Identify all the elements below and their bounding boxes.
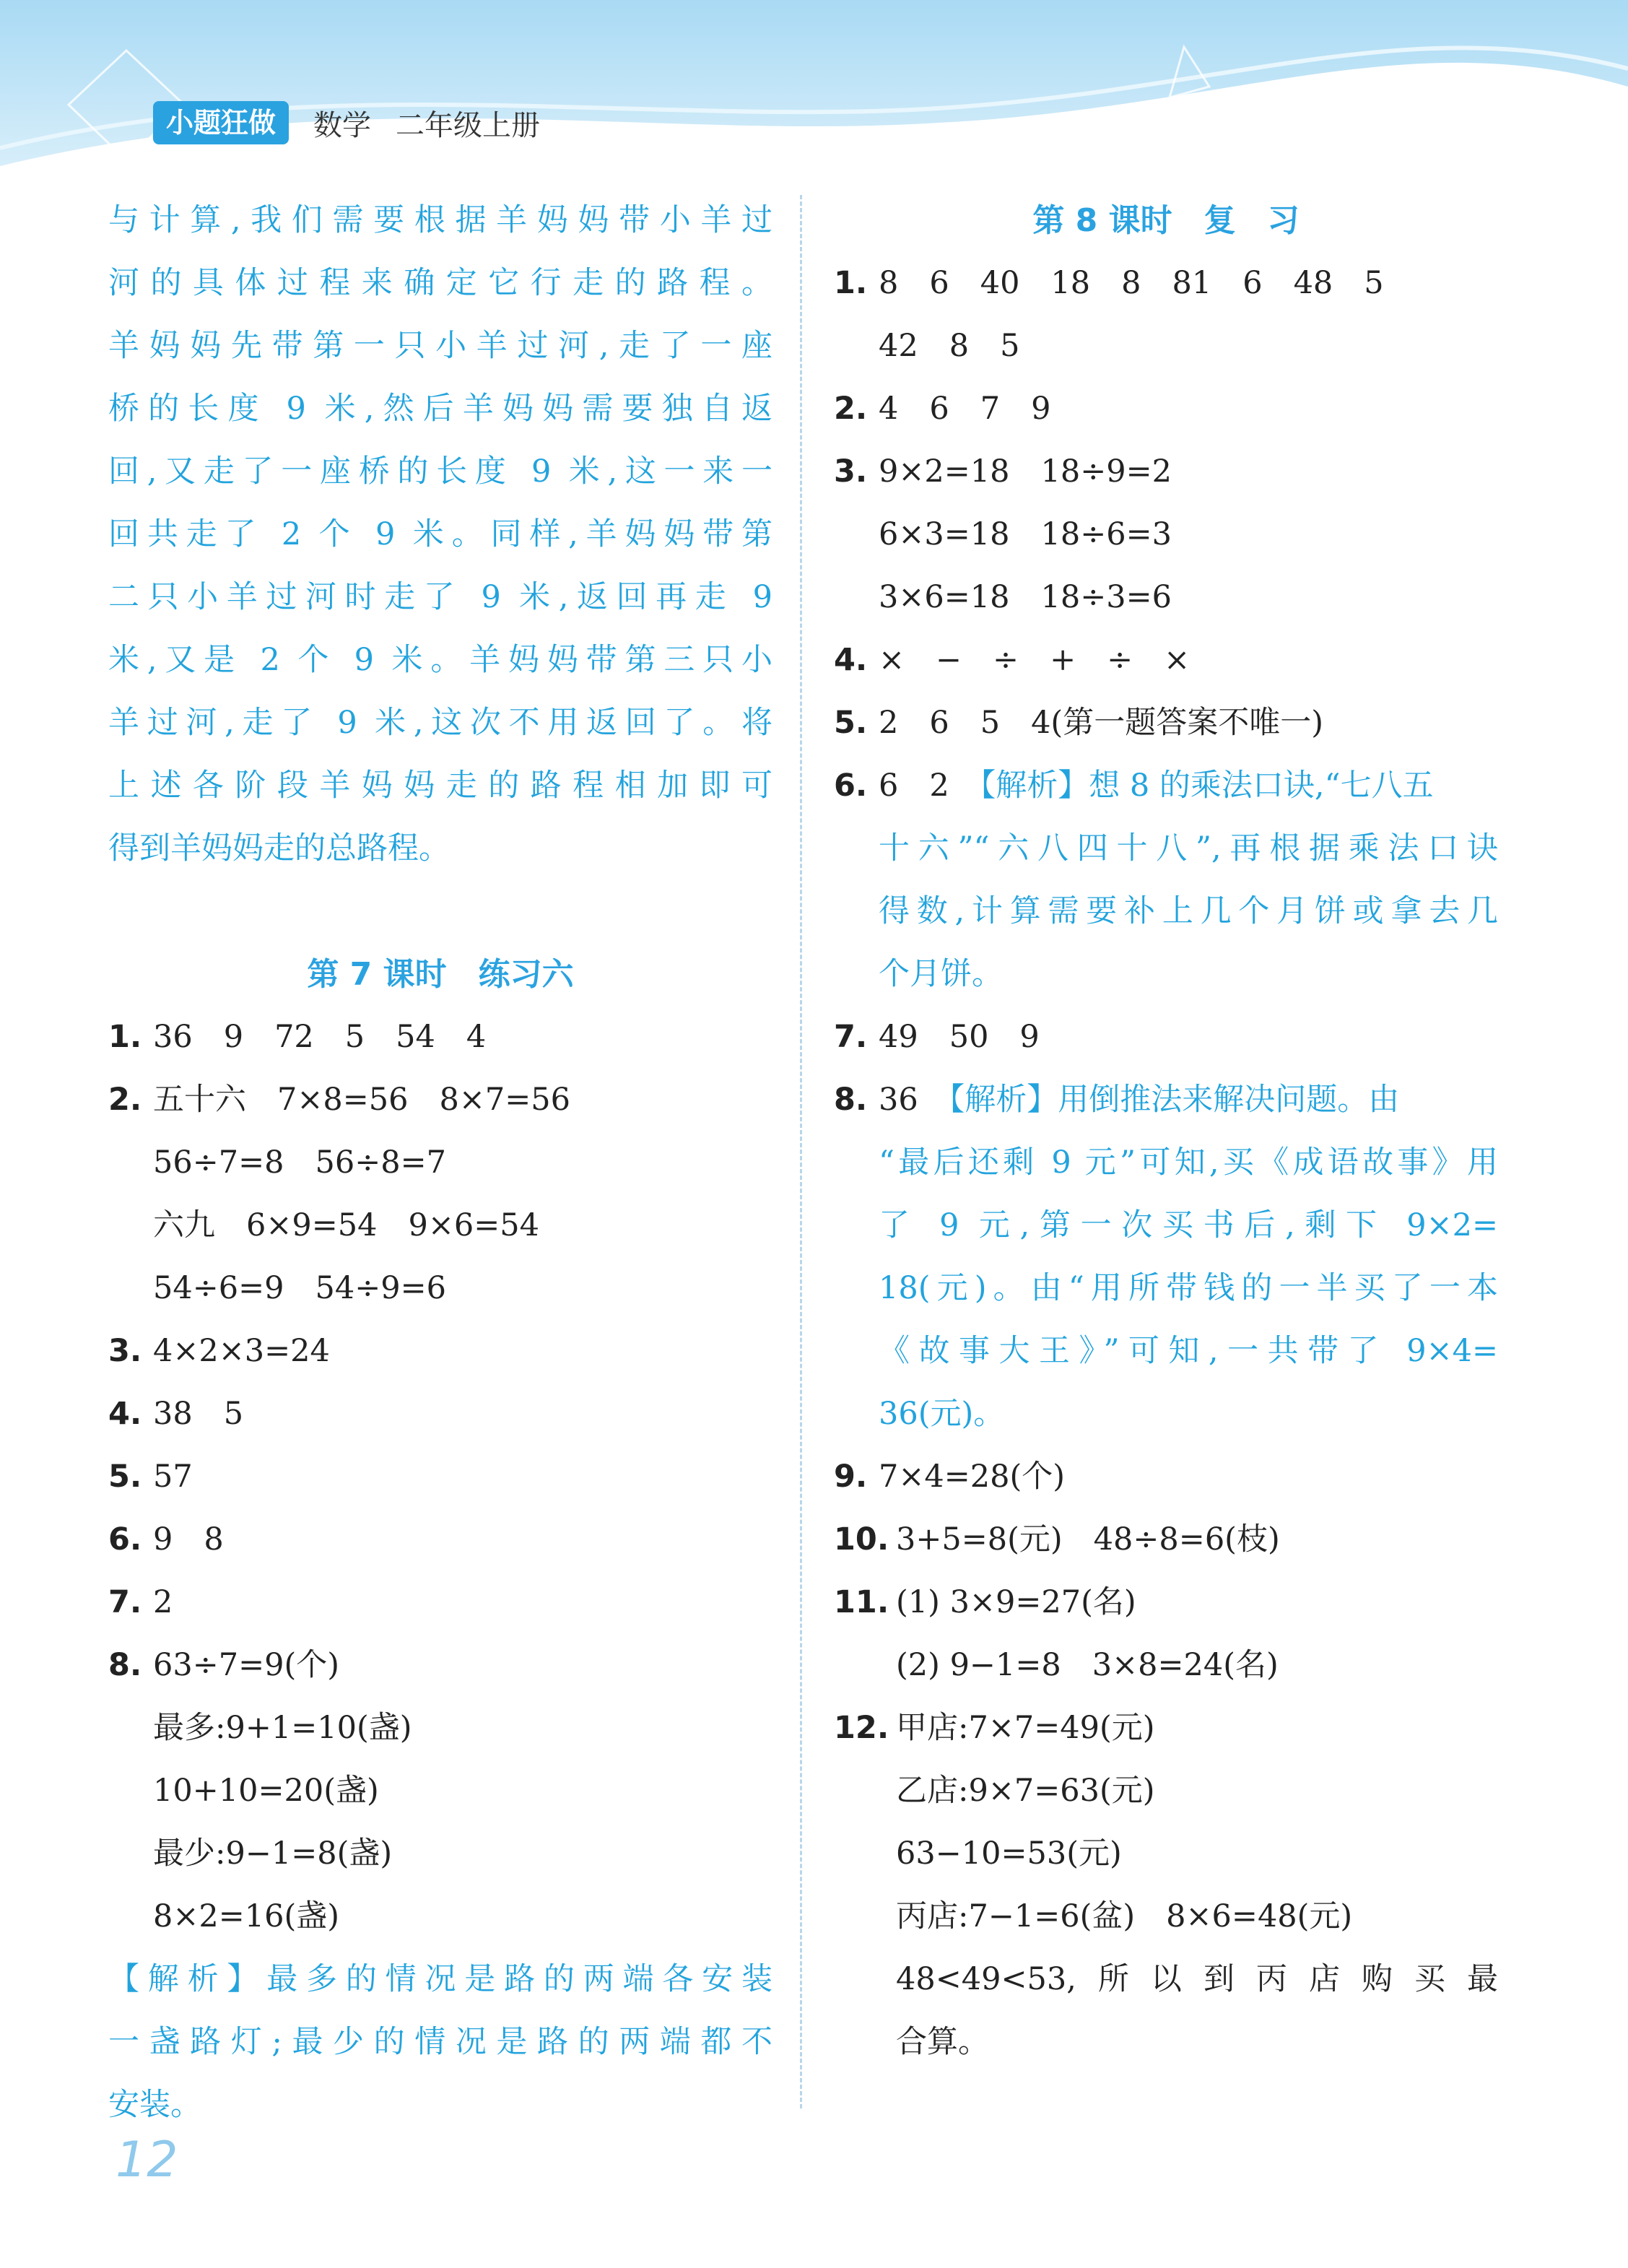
analysis-line: 二只小羊过河时走了 9 米,返回再走 9	[108, 579, 772, 615]
answer-text: 2	[153, 1584, 173, 1620]
answer-text: 4×2×3=24	[153, 1333, 330, 1369]
header	[153, 101, 540, 144]
answer-text: 57	[153, 1459, 193, 1495]
answer-text: 甲店:7×7=49(元)	[896, 1710, 1155, 1746]
analysis-line: 羊妈妈先带第一只小羊过河,走了一座	[108, 328, 772, 364]
answer-item-11	[834, 1571, 1498, 1634]
analysis-line: 桥的长度 9 米,然后羊妈妈需要独自返	[108, 391, 772, 427]
analysis-line: 得到羊妈妈走的总路程。	[108, 830, 450, 866]
answer-item-4	[834, 629, 1498, 692]
answer-line: 合算。	[896, 2024, 989, 2060]
analysis-line: 个月饼。	[879, 956, 1003, 992]
analysis-line: 《故事大王》”可知,一共带了 9×4=	[879, 1333, 1498, 1369]
answer-item-7	[108, 1571, 772, 1634]
answer-item-1	[834, 252, 1498, 315]
analysis-line: 【解析】最多的情况是路的两端各安装	[108, 1961, 772, 1997]
answer-line: 最多:9+1=10(盏)	[153, 1710, 412, 1746]
answer-text: 7×4=28(个)	[879, 1459, 1066, 1495]
answer-text: 6 2	[879, 768, 980, 804]
answer-line: 六九 6×9=54 9×6=54	[153, 1207, 539, 1243]
answer-text: 3+5=8(元) 48÷8=6(枝)	[896, 1521, 1280, 1557]
analysis-line: 与计算,我们需要根据羊妈妈带小羊过	[108, 202, 772, 238]
answer-line: 乙店:9×7=63(元)	[896, 1773, 1155, 1809]
item-number: 7.	[108, 1584, 142, 1620]
answer-item-6	[834, 755, 1498, 817]
section-title-lesson-8: 第 8 课时 复 习	[1032, 202, 1300, 239]
item-number: 2.	[834, 391, 868, 427]
item-number: 4.	[108, 1396, 142, 1432]
answer-line: (2) 9−1=8 3×8=24(名)	[896, 1647, 1279, 1683]
item-number: 3.	[108, 1333, 142, 1369]
answer-text: 49 50 9	[879, 1019, 1040, 1055]
answer-text: 63÷7=9(个)	[153, 1647, 340, 1683]
left-column	[108, 189, 772, 2137]
answer-line: 丙店:7−1=6(盆) 8×6=48(元)	[896, 1898, 1353, 1934]
grade-label: 二年级上册	[396, 108, 541, 142]
answer-text: × − ÷ + ÷ ×	[879, 642, 1190, 678]
answer-line: 56÷7=8 56÷8=7	[153, 1144, 446, 1181]
answer-item-8	[834, 1069, 1498, 1131]
series-badge: 小题狂做	[153, 101, 289, 144]
answer-item-1	[108, 1006, 772, 1069]
item-number: 6.	[108, 1521, 142, 1557]
answer-item-12	[834, 1697, 1498, 1760]
answer-item-3	[834, 440, 1498, 503]
page-number: 12	[116, 2132, 178, 2189]
answer-item-2	[108, 1069, 772, 1131]
answer-line: 6×3=18 18÷6=3	[879, 516, 1172, 552]
answer-text: 五十六 7×8=56 8×7=56	[153, 1082, 570, 1118]
column-divider	[800, 195, 802, 2108]
analysis-line: 了 9 元,第一次买书后,剩下 9×2=	[879, 1207, 1498, 1243]
analysis-line: “最后还剩 9 元”可知,买《成语故事》用	[879, 1144, 1498, 1181]
item-number: 8.	[108, 1647, 142, 1683]
spacer	[108, 880, 772, 943]
right-column	[834, 189, 1498, 2074]
answer-line: 63−10=53(元)	[896, 1835, 1122, 1872]
item-number: 5.	[108, 1459, 142, 1495]
answer-text: 9×2=18 18÷9=2	[879, 453, 1172, 490]
answer-item-8	[108, 1634, 772, 1697]
subject-label: 数学	[313, 108, 372, 142]
answer-line: 10+10=20(盏)	[153, 1773, 379, 1809]
answer-item-10	[834, 1508, 1498, 1571]
analysis-text: 【解析】用倒推法来解决问题。由	[949, 1082, 1400, 1118]
item-number: 3.	[834, 453, 868, 490]
item-number: 12.	[834, 1710, 889, 1746]
analysis-line: 羊过河,走了 9 米,这次不用返回了。将	[108, 705, 772, 741]
answer-line: 48<49<53,所以到丙店购买最	[896, 1961, 1498, 1997]
analysis-line: 18(元)。由“用所带钱的一半买了一本	[879, 1270, 1498, 1306]
section-title-lesson-7: 第 7 课时 练习六	[307, 956, 574, 993]
analysis-line: 回共走了 2 个 9 米。同样,羊妈妈带第	[108, 516, 772, 552]
analysis-line: 一盏路灯;最少的情况是路的两端都不	[108, 2024, 772, 2060]
answer-text: 38 5	[153, 1396, 244, 1432]
analysis-text: 【解析】想 8 的乘法口诀,“七八五	[980, 768, 1434, 804]
answer-item-9	[834, 1446, 1498, 1508]
answer-text: 9 8	[153, 1521, 224, 1557]
answer-text: 2 6 5 4(第一题答案不唯一)	[879, 705, 1323, 741]
analysis-line: 36(元)。	[879, 1396, 1005, 1432]
item-number: 2.	[108, 1082, 142, 1118]
answer-line: 54÷6=9 54÷9=6	[153, 1270, 446, 1306]
item-number: 6.	[834, 768, 868, 804]
answer-text: 4 6 7 9	[879, 391, 1051, 427]
item-number: 10.	[834, 1521, 889, 1557]
analysis-line: 米,又是 2 个 9 米。羊妈妈带第三只小	[108, 642, 772, 678]
answer-line: 42 8 5	[879, 328, 1020, 364]
answer-text: (1) 3×9=27(名)	[896, 1584, 1136, 1620]
answer-item-4	[108, 1383, 772, 1446]
answer-item-5	[834, 692, 1498, 755]
answer-text: 36	[879, 1082, 949, 1118]
item-number: 5.	[834, 705, 868, 741]
answer-line: 最少:9−1=8(盏)	[153, 1835, 393, 1872]
answer-item-2	[834, 378, 1498, 440]
analysis-line: 得数,计算需要补上几个月饼或拿去几	[879, 893, 1498, 929]
item-number: 4.	[834, 642, 868, 678]
item-number: 7.	[834, 1019, 868, 1055]
analysis-line: 安装。	[108, 2087, 201, 2123]
answer-line: 8×2=16(盏)	[153, 1898, 340, 1934]
analysis-line: 十六”“六八四十八”,再根据乘法口诀	[879, 830, 1498, 866]
analysis-line: 上述各阶段羊妈妈走的路程相加即可	[108, 768, 772, 804]
answer-text: 36 9 72 5 54 4	[153, 1019, 487, 1055]
answer-item-5	[108, 1446, 772, 1508]
answer-item-7	[834, 1006, 1498, 1069]
item-number: 1.	[834, 265, 868, 301]
answer-text: 8 6 40 18 8 81 6 48 5	[879, 265, 1384, 301]
answer-item-3	[108, 1320, 772, 1383]
analysis-line: 河的具体过程来确定它行走的路程。	[108, 265, 772, 301]
item-number: 11.	[834, 1584, 889, 1620]
analysis-line: 回,又走了一座桥的长度 9 米,这一来一	[108, 453, 772, 490]
item-number: 8.	[834, 1082, 868, 1118]
item-number: 1.	[108, 1019, 142, 1055]
item-number: 9.	[834, 1459, 868, 1495]
answer-item-6	[108, 1508, 772, 1571]
answer-line: 3×6=18 18÷3=6	[879, 579, 1172, 615]
